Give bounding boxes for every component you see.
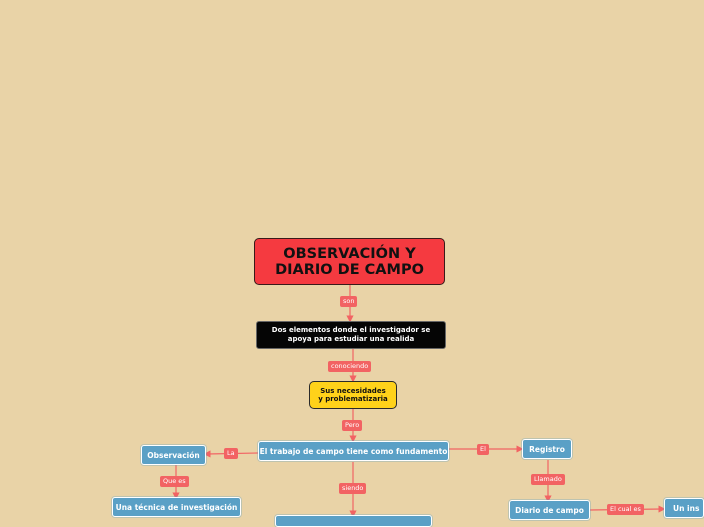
diario-campo-node[interactable] [509,500,590,520]
tecnica-label: Una técnica de investigación [115,502,238,512]
connector-la: La [224,448,238,459]
connector-llamado: Llamado [531,474,565,485]
dos-elementos-label: Dos elementos donde el investigador se apoya para estudiar una realida [271,326,431,343]
necesidades-node[interactable] [309,381,397,409]
main-topic-label: OBSERVACIÓN Y DIARIO DE CAMPO [275,245,424,278]
diario-campo-label: Diario de campo [515,505,584,515]
connector-pero: Pero [342,420,362,431]
connector-son: son [340,296,357,307]
siendo-target-node[interactable] [275,515,432,527]
un-ins-label: Un ins [673,503,700,513]
observacion-label: Observación [147,450,200,460]
connector-conociendo: conociendo [328,361,371,372]
main-topic-node[interactable] [254,238,445,285]
registro-label: Registro [529,444,565,454]
tecnica-node[interactable] [112,497,241,517]
trabajo-campo-label: El trabajo de campo tiene como fundamento [259,446,448,456]
connector-el-cual-es: El cual es [607,504,644,515]
connector-que-es: Que es [160,476,189,487]
necesidades-label: Sus necesidades y problematizaria [318,387,388,403]
observacion-node[interactable] [141,445,206,465]
connector-siendo: siendo [339,483,366,494]
trabajo-campo-node[interactable] [258,441,449,461]
connector-el: El [477,444,489,455]
registro-node[interactable] [522,439,572,459]
un-ins-node[interactable] [664,498,704,518]
dos-elementos-node[interactable] [256,321,446,349]
